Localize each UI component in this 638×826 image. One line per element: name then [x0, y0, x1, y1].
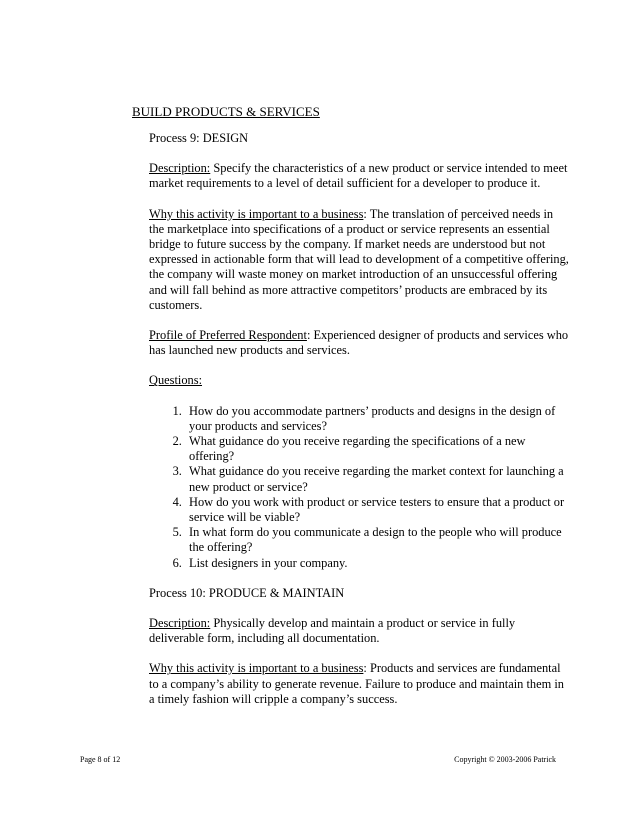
list-item: 6. List designers in your company. [185, 556, 569, 571]
why-text: : The translation of perceived needs in the marketplace into specifications of a product or service represents an essential bridge to future success by the company. If market needs are understood but not expressed in actionable form that will lead to development of a competitive offering, the company will waste money on market introduction of an unsuccessful offering and will fall behind as more attractive competitors’ products are embraced by its customers. [149, 206, 569, 312]
description-label: Description: [149, 616, 211, 631]
profile-label: Profile of Preferred Respondent [149, 328, 307, 343]
list-item: 4. How do you work with product or service testers to ensure that a product or service will be viable? [185, 495, 569, 525]
process-9-title: Process 9: DESIGN [149, 131, 249, 145]
description-text: Physically develop and maintain a product or service in fully deliverable form, including all documentation. [149, 616, 516, 646]
page-number: Page 8 of 12 [80, 755, 121, 764]
list-item: 1. How do you accommodate partners’ products and designs in the design of your products and services? [185, 404, 569, 434]
why-text: : Products and services are fundamental to a company’s ability to generate revenue. Failure to produce and maintain them in a timely fashion will cripple a company’s success. [149, 661, 564, 706]
questions-label: Questions: [149, 373, 203, 388]
process-9-profile [149, 328, 569, 358]
process-9-why [149, 207, 569, 313]
questions-heading [149, 373, 569, 388]
copyright-notice: Copyright © 2003-2006 Patrick [454, 755, 556, 764]
list-item: 5. In what form do you communicate a design to the people who will produce the offering? [185, 525, 569, 555]
section-heading: BUILD PRODUCTS & SERVICES [132, 104, 320, 119]
process-9-description [149, 161, 569, 191]
why-label: Why this activity is important to a business [149, 206, 364, 221]
description-text: Specify the characteristics of a new product or service intended to meet market requirements to a level of detail sufficient for a developer to produce it. [149, 161, 568, 191]
questions-list [149, 404, 569, 571]
process-10-description [149, 616, 569, 646]
list-item: 2. What guidance do you receive regarding the specifications of a new offering? [185, 434, 569, 464]
list-item: 3. What guidance do you receive regarding the market context for launching a new product or service? [185, 464, 569, 494]
process-10-title: Process 10: PRODUCE & MAINTAIN [149, 585, 345, 600]
description-label: Description: [149, 161, 211, 176]
page-content [149, 131, 569, 722]
why-label: Why this activity is important to a business [149, 661, 364, 676]
process-10-why [149, 661, 569, 707]
profile-text: : Experienced designer of products and services who has launched new products and services. [149, 328, 569, 358]
